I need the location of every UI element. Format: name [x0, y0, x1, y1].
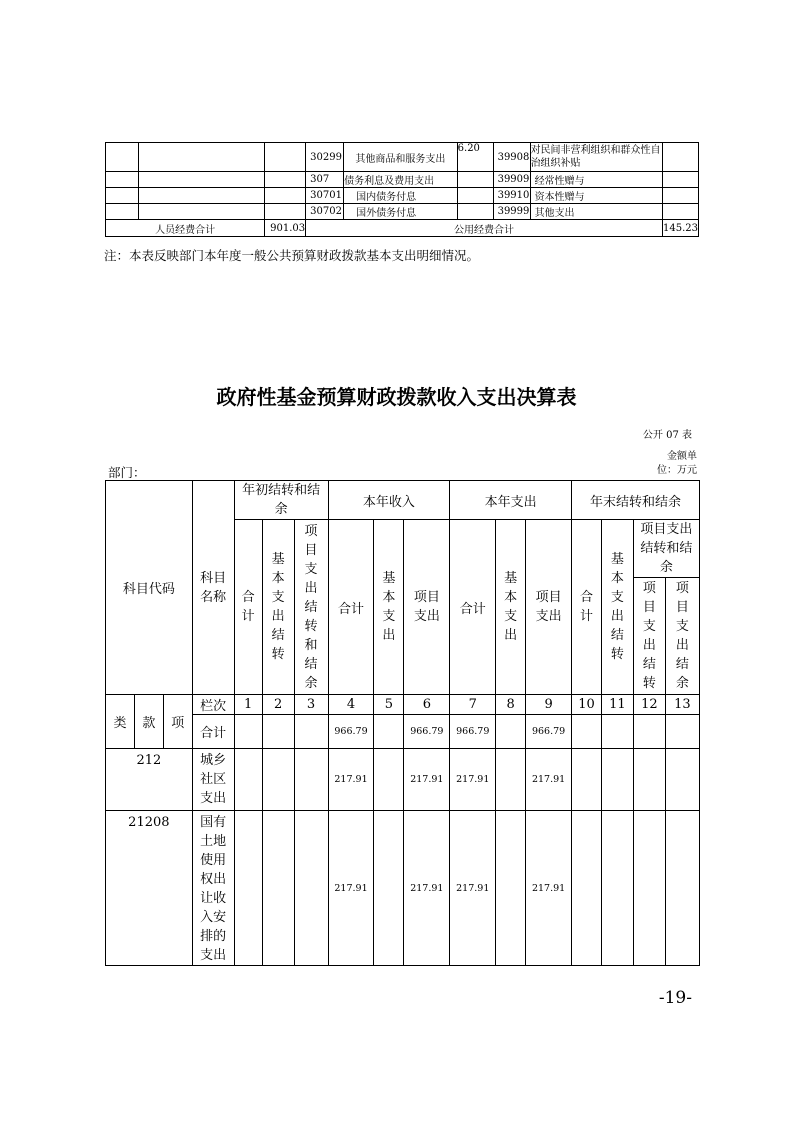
table-row: 212 城乡社区支出 217.91 217.91 217.91 217.91	[106, 749, 700, 811]
form-number: 公开 07 表	[642, 430, 692, 441]
table-row: 合计 966.79 966.79 966.79 966.79	[106, 715, 700, 749]
table-row: 30702 国外债务付息 39999 其他支出	[106, 204, 699, 220]
personnel-total-value: 901.03	[265, 220, 306, 237]
subject-name-header: 科目名称	[192, 481, 234, 695]
table-row: 30299 其他商品和服务支出 6.20 39908 对民间非营利组织和群众性自治组织补贴	[106, 143, 699, 172]
header-row	[106, 481, 700, 520]
header-row: 合计 基本支出结转 项目支出结转和结余 合计 基本支出 项目支出 合计 基本支出 项目支出 合计 基本支出结转 项目支出结转和结余	[106, 520, 700, 578]
expense-detail-table-continued	[105, 142, 699, 237]
fund-budget-table	[105, 480, 700, 966]
begin-balance-header: 年初结转和结余	[234, 481, 328, 520]
table-row: 30701 国内债务付息 39910 资本性赠与	[106, 188, 699, 204]
table-row: 21208 国有土地使用权出让收入安排的支出 217.91 217.91 217.91 217.91	[106, 811, 700, 966]
table-note: 注：本表反映部门本年度一般公共预算财政拨款基本支出明细情况。	[104, 248, 480, 263]
subject-code-header: 科目代码	[106, 481, 193, 695]
expense-header: 本年支出	[450, 481, 572, 520]
totals-row	[106, 220, 699, 237]
column-number-row: 类 款 项 栏次 1 2 3 4 5 6 7 8 9 10 11 12 13	[106, 695, 700, 715]
amount-unit: 金额单 位：万元	[657, 451, 697, 476]
personnel-total-label: 人员经费合计	[106, 220, 265, 237]
public-total-value: 145.23	[662, 220, 698, 237]
department-label: 部门：	[108, 465, 146, 480]
table-row: 307 债务利息及费用支出 39909 经常性赠与	[106, 172, 699, 188]
page-number: -19-	[658, 988, 692, 1008]
header-row: 项目支出结转 项目支出结余	[106, 578, 700, 695]
income-header: 本年收入	[328, 481, 450, 520]
public-total-label: 公用经费合计	[306, 220, 663, 237]
end-balance-header: 年末结转和结余	[572, 481, 700, 520]
page-title: 政府性基金预算财政拨款收入支出决算表	[216, 385, 577, 409]
